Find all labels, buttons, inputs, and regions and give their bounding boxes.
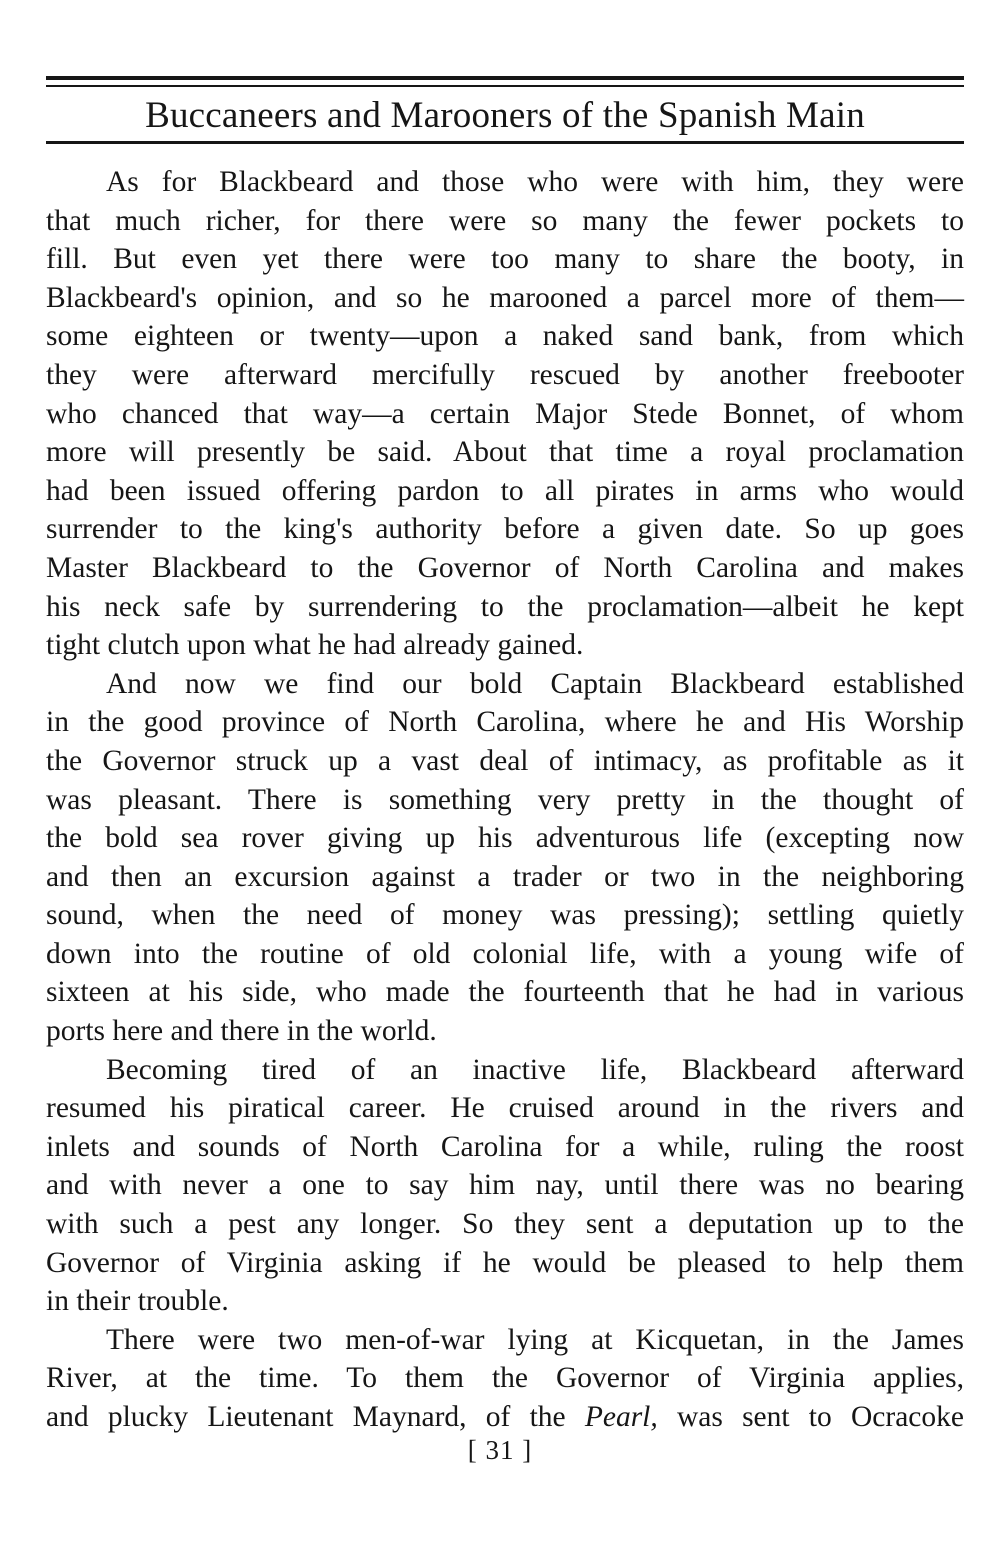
page-number: [ 31 ] (467, 1435, 533, 1465)
text-line: and with never a one to say him nay, until there was no bearing (46, 1169, 964, 1202)
ship-name-italic: Pearl, (584, 1401, 658, 1433)
text-line: Becoming tired of an inactive life, Blackbeard afterward (106, 1053, 964, 1086)
text-line: And now we find our bold Captain Blackbeard established (106, 667, 964, 700)
text-line: sixteen at his side, who made the fourteenth that he had in various (46, 976, 964, 1009)
text-line-with-italic (46, 1398, 964, 1437)
text-line: surrender to the king's authority before a given date. So up goes (46, 513, 964, 546)
text-line: had been issued offering pardon to all pirates in arms who would (46, 474, 964, 507)
text-line: some eighteen or twenty—upon a naked sand bank, from which (46, 320, 964, 353)
text-line: Governor of Virginia asking if he would be pleased to help them (46, 1246, 964, 1279)
text-line: more will presently be said. About that time a royal proclamation (46, 436, 964, 469)
text-line: Blackbeard's opinion, and so he marooned a parcel more of them— (46, 281, 964, 314)
text-line: his neck safe by surrendering to the proclamation—albeit he kept (46, 590, 964, 623)
text-line: who chanced that way—a certain Major Stede Bonnet, of whom (46, 397, 964, 430)
text-line: ports here and there in the world. (46, 1015, 437, 1048)
text-line: Master Blackbeard to the Governor of North Carolina and makes (46, 551, 964, 584)
text-line: the Governor struck up a vast deal of intimacy, as profitable as it (46, 744, 964, 777)
text-line: fill. But even yet there were too many to share the booty, in (46, 243, 964, 276)
text-line: resumed his piratical career. He cruised around in the rivers and (46, 1092, 964, 1125)
text-line: was pleasant. There is something very pretty in the thought of (46, 783, 964, 816)
running-head: Buccaneers and Marooners of the Spanish Main (145, 95, 865, 136)
text-line: down into the routine of old colonial life, with a young wife of (46, 937, 964, 970)
text-line: inlets and sounds of North Carolina for a while, ruling the roost (46, 1130, 964, 1163)
text-line: they were afterward mercifully rescued by another freebooter (46, 358, 964, 391)
text-line: River, at the time. To them the Governor of Virginia applies, (46, 1362, 964, 1395)
text-line: and then an excursion against a trader or two in the neighboring (46, 860, 964, 893)
text-line: There were two men-of-war lying at Kicquetan, in the James (106, 1323, 964, 1356)
header-rule-top-thick (46, 76, 964, 80)
text-line: sound, when the need of money was pressing); settling quietly (46, 899, 964, 932)
text-segment: was sent to Ocracoke (657, 1401, 964, 1433)
header-rule-top-thin (46, 85, 964, 87)
text-line: with such a pest any longer. So they sent a deputation up to the (46, 1208, 964, 1241)
body-text (46, 163, 964, 1437)
text-line: tight clutch upon what he had already gained. (46, 629, 584, 662)
text-line: in their trouble. (46, 1285, 229, 1318)
text-line: that much richer, for there were so many the fewer pockets to (46, 204, 964, 237)
text-line: in the good province of North Carolina, where he and His Worship (46, 706, 964, 739)
text-line: As for Blackbeard and those who were with him, they were (106, 166, 964, 198)
header-rule-bottom (46, 141, 964, 144)
text-line: the bold sea rover giving up his adventurous life (excepting now (46, 822, 964, 855)
text-segment: and plucky Lieutenant Maynard, of the (46, 1401, 585, 1433)
